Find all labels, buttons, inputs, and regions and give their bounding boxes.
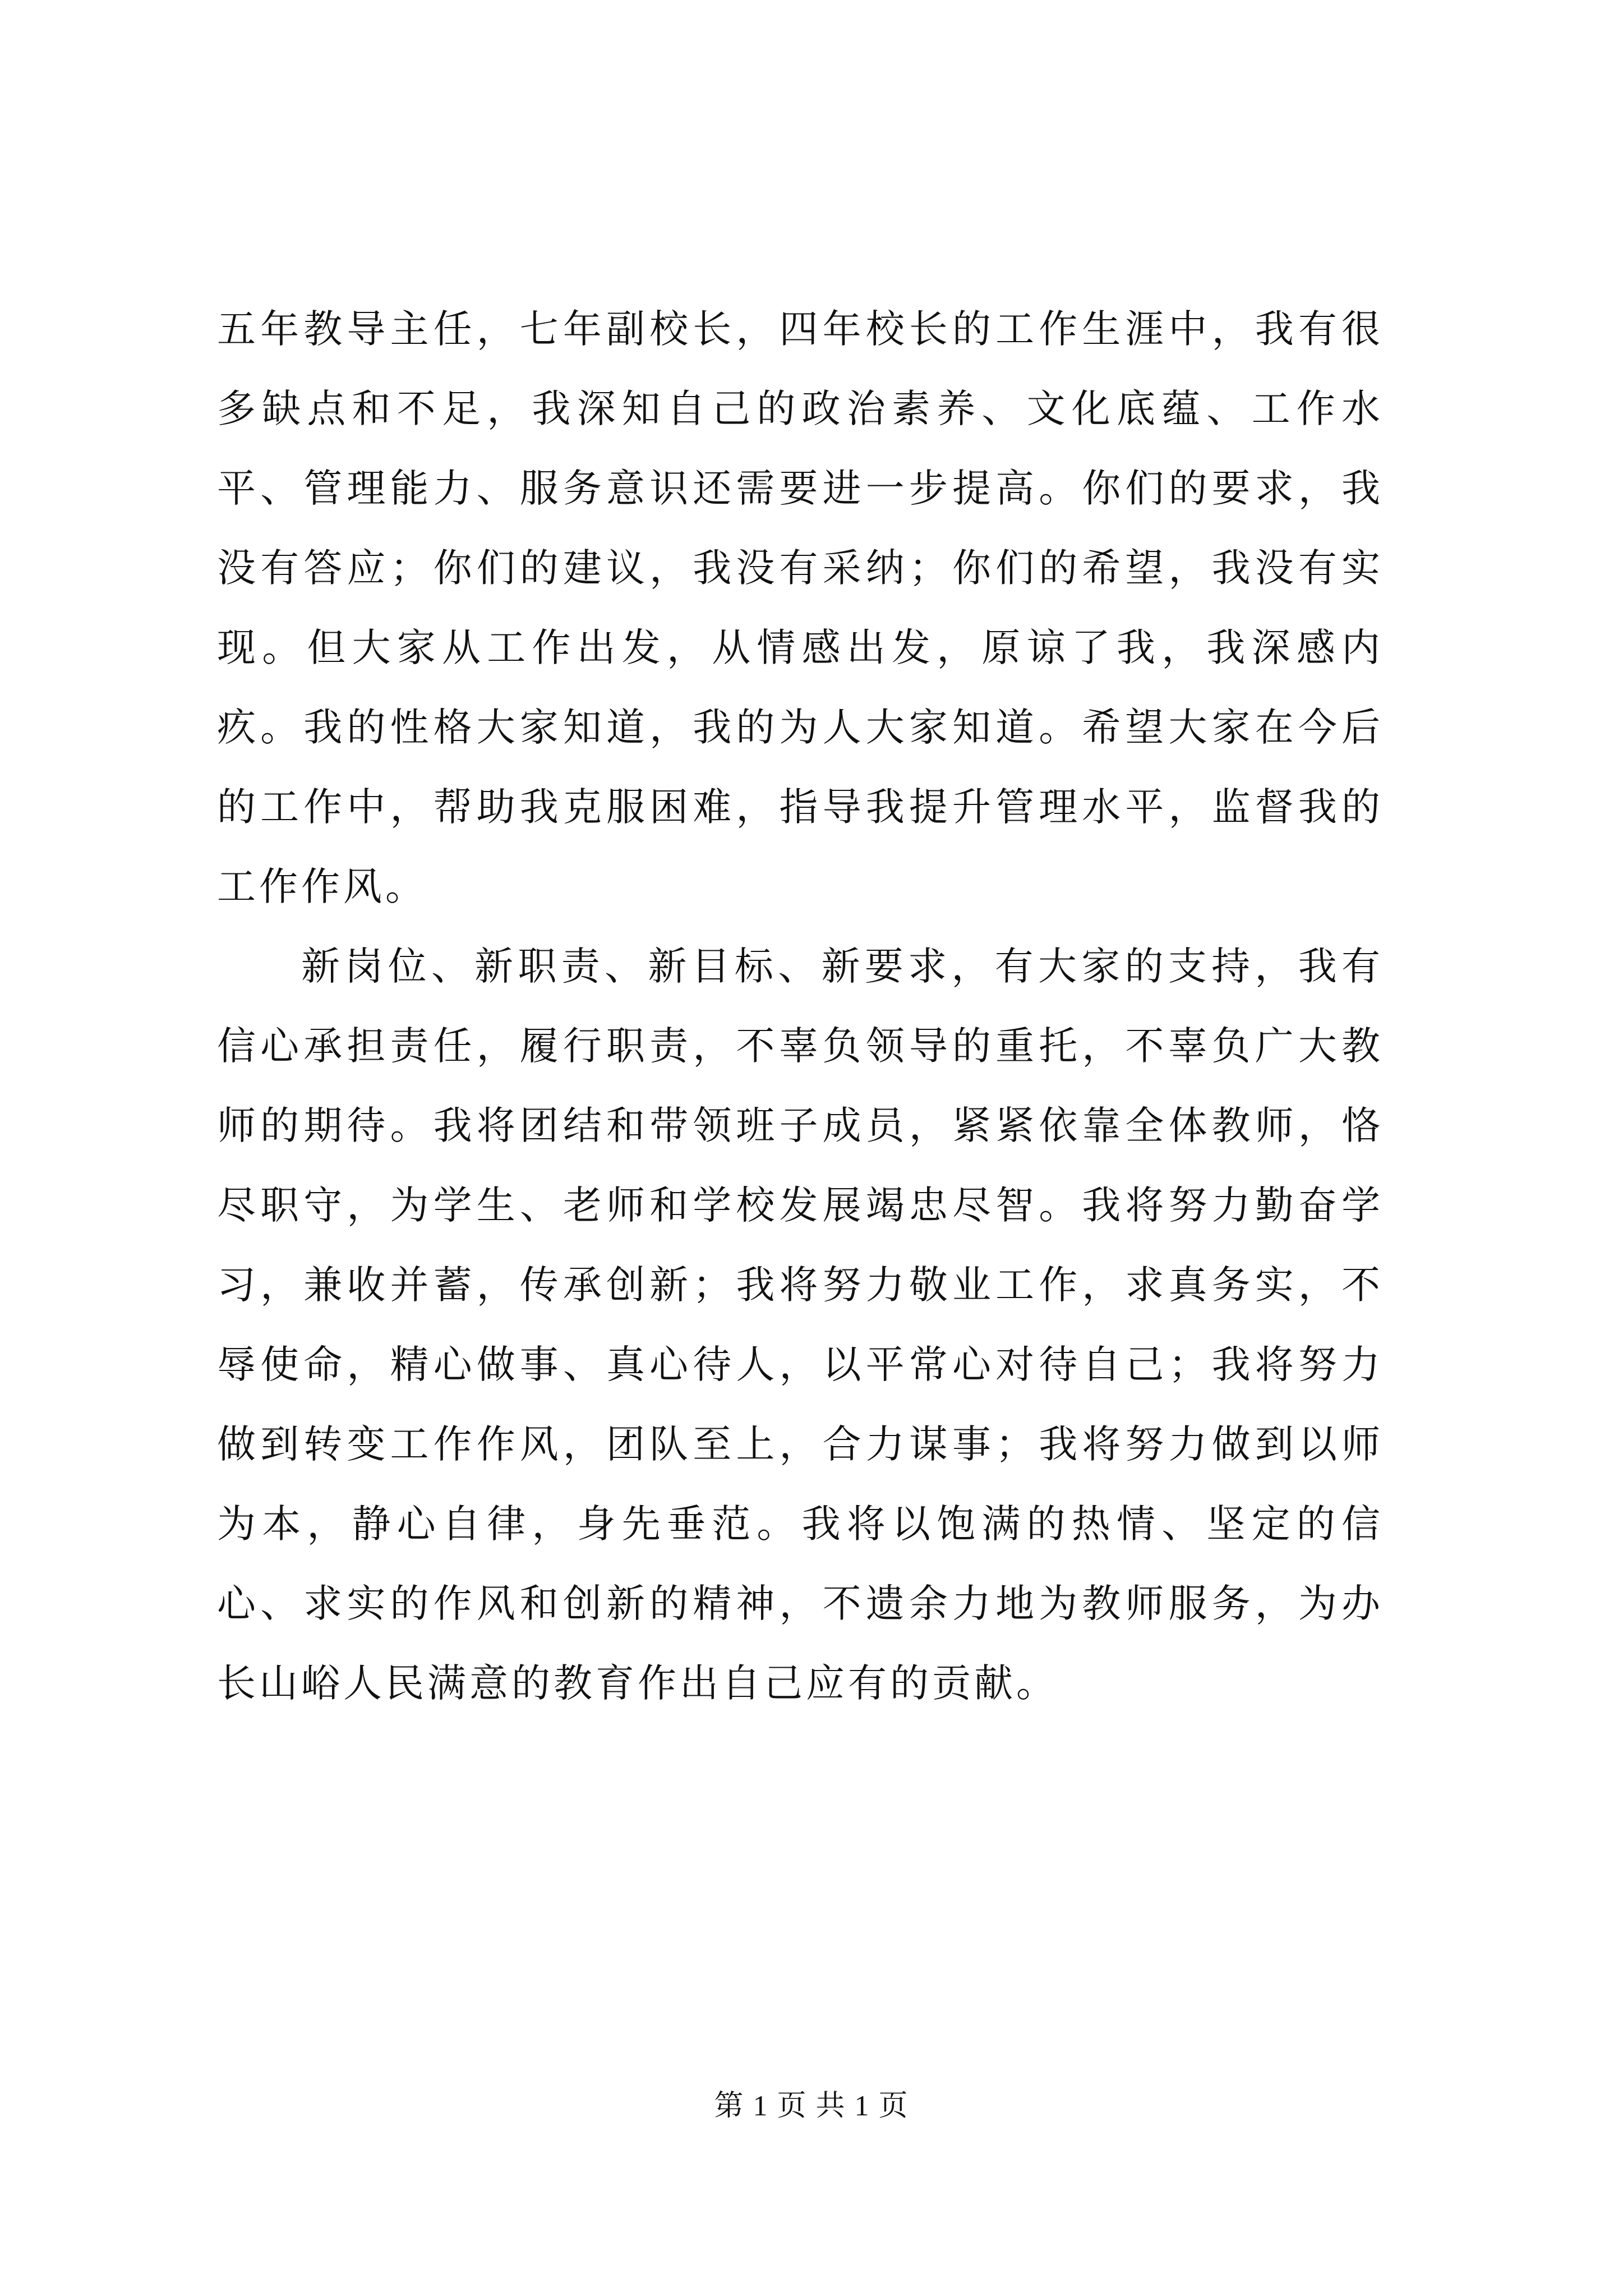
document-body [217,289,1384,1723]
paragraph-continuation: 五年教导主任，七年副校长，四年校长的工作生涯中，我有很多缺点和不足，我深知自己的政治素养、文化底蕴、工作水平、管理能力、服务意识还需要进一步提高。你们的要求，我没有答应；你们的建议，我没有采纳；你们的希望，我没有实现。但大家从工作出发，从情感出发，原谅了我，我深感内疚。我的性格大家知道，我的为人大家知道。希望大家在今后的工作中，帮助我克服困难，指导我提升管理水平，监督我的工作作风。 [217,307,1384,909]
page-footer [0,2087,1623,2126]
page-number-label: 第 1 页 共 1 页 [714,2090,909,2122]
paragraph-new-position: 新岗位、新职责、新目标、新要求，有大家的支持，我有信心承担责任，履行职责，不辜负领导的重托，不辜负广大教师的期待。我将团结和带领班子成员，紧紧依靠全体教师，恪尽职守，为学生、老师和学校发展竭忠尽智。我将努力勤奋学习，兼收并蓄，传承创新；我将努力敬业工作，求真务实，不辱使命，精心做事、真心待人，以平常心对待自己；我将努力做到转变工作作风，团队至上，合力谋事；我将努力做到以师为本，静心自律，身先垂范。我将以饱满的热情、坚定的信心、求实的作风和创新的精神，不遗余力地为教师服务，为办长山峪人民满意的教育作出自己应有的贡献。 [217,944,1384,1706]
